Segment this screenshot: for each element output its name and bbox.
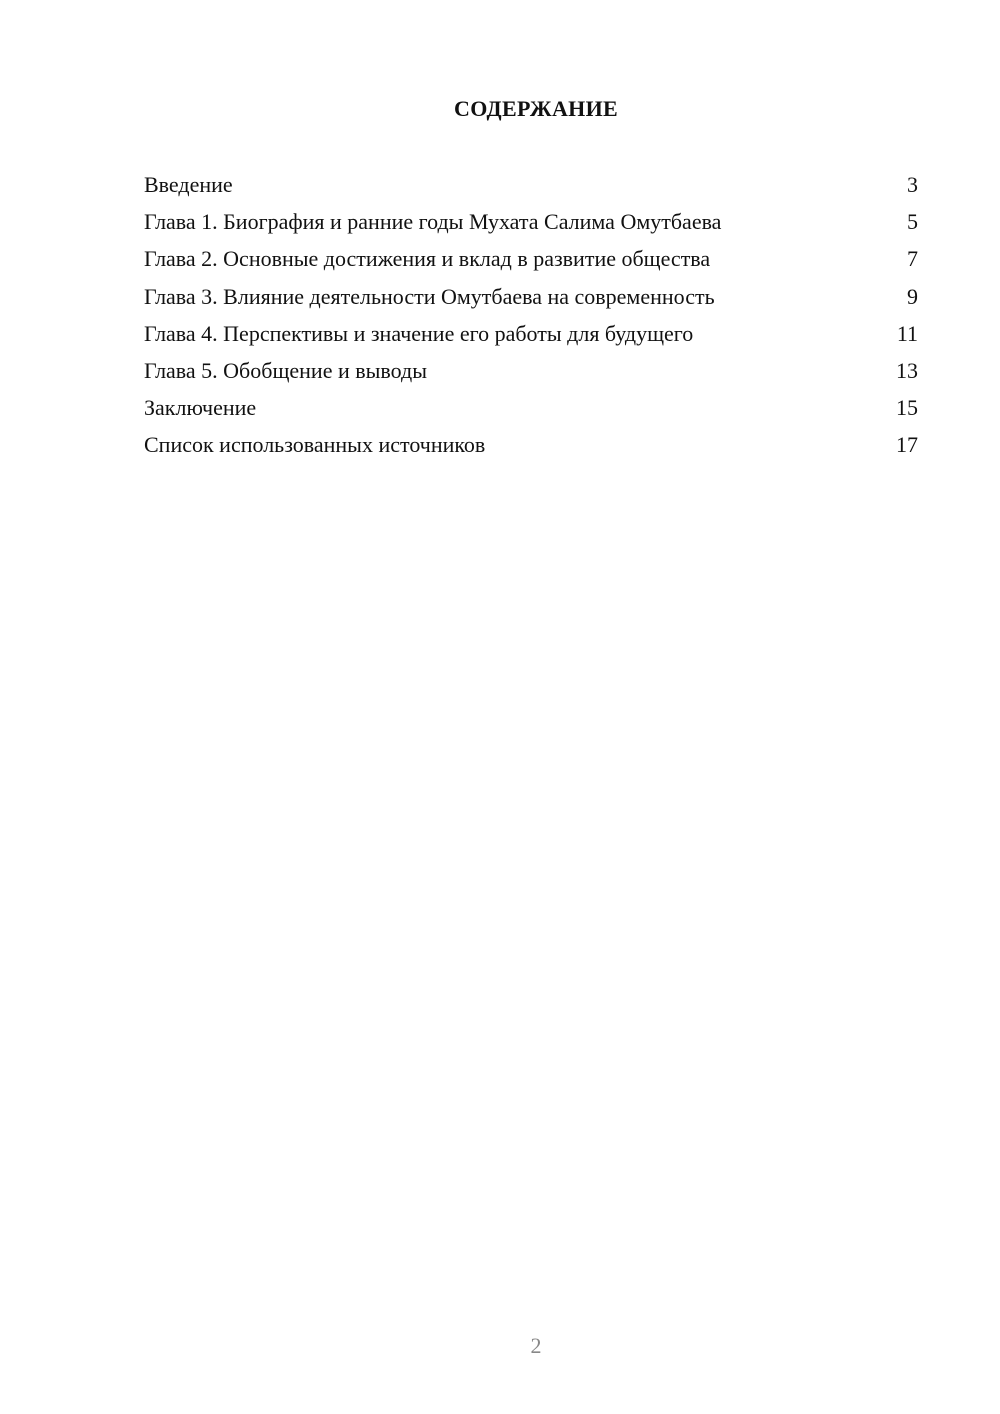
toc-item-page: 15 xyxy=(896,395,918,421)
toc-item-introduction xyxy=(144,168,918,205)
toc-item-page: 17 xyxy=(896,432,918,458)
toc-item-chapter-4 xyxy=(144,317,918,354)
toc-item-page: 5 xyxy=(907,209,918,235)
toc-item-label: Заключение xyxy=(144,395,257,421)
toc-item-references xyxy=(144,428,918,465)
page-number: 2 xyxy=(530,1333,542,1358)
toc-item-chapter-2 xyxy=(144,242,918,279)
toc-item-label: Глава 4. Перспективы и значение его работы для будущего xyxy=(144,320,694,346)
toc-item-label: Глава 1. Биография и ранние годы Мухата Салима Омутбаева xyxy=(144,209,722,235)
toc-item-page: 3 xyxy=(907,172,918,197)
toc-item-label: Список использованных источников xyxy=(144,432,486,458)
toc-item-page: 7 xyxy=(907,246,918,272)
toc-item-label: Глава 5. Обобщение и выводы xyxy=(144,357,427,383)
toc-item-chapter-5 xyxy=(144,354,918,391)
toc-title: СОДЕРЖАНИЕ xyxy=(454,96,618,121)
table-of-contents xyxy=(144,168,918,466)
toc-item-label: Введение xyxy=(144,172,233,197)
toc-item-label: Глава 3. Влияние деятельности Омутбаева на современность xyxy=(144,283,715,309)
toc-item-chapter-3 xyxy=(144,280,918,317)
toc-item-conclusion xyxy=(144,391,918,428)
toc-item-page: 9 xyxy=(907,283,918,309)
toc-item-page: 11 xyxy=(896,320,918,346)
toc-item-label: Глава 2. Основные достижения и вклад в развитие общества xyxy=(144,246,711,272)
toc-item-page: 13 xyxy=(896,357,918,383)
toc-item-chapter-1 xyxy=(144,205,918,242)
